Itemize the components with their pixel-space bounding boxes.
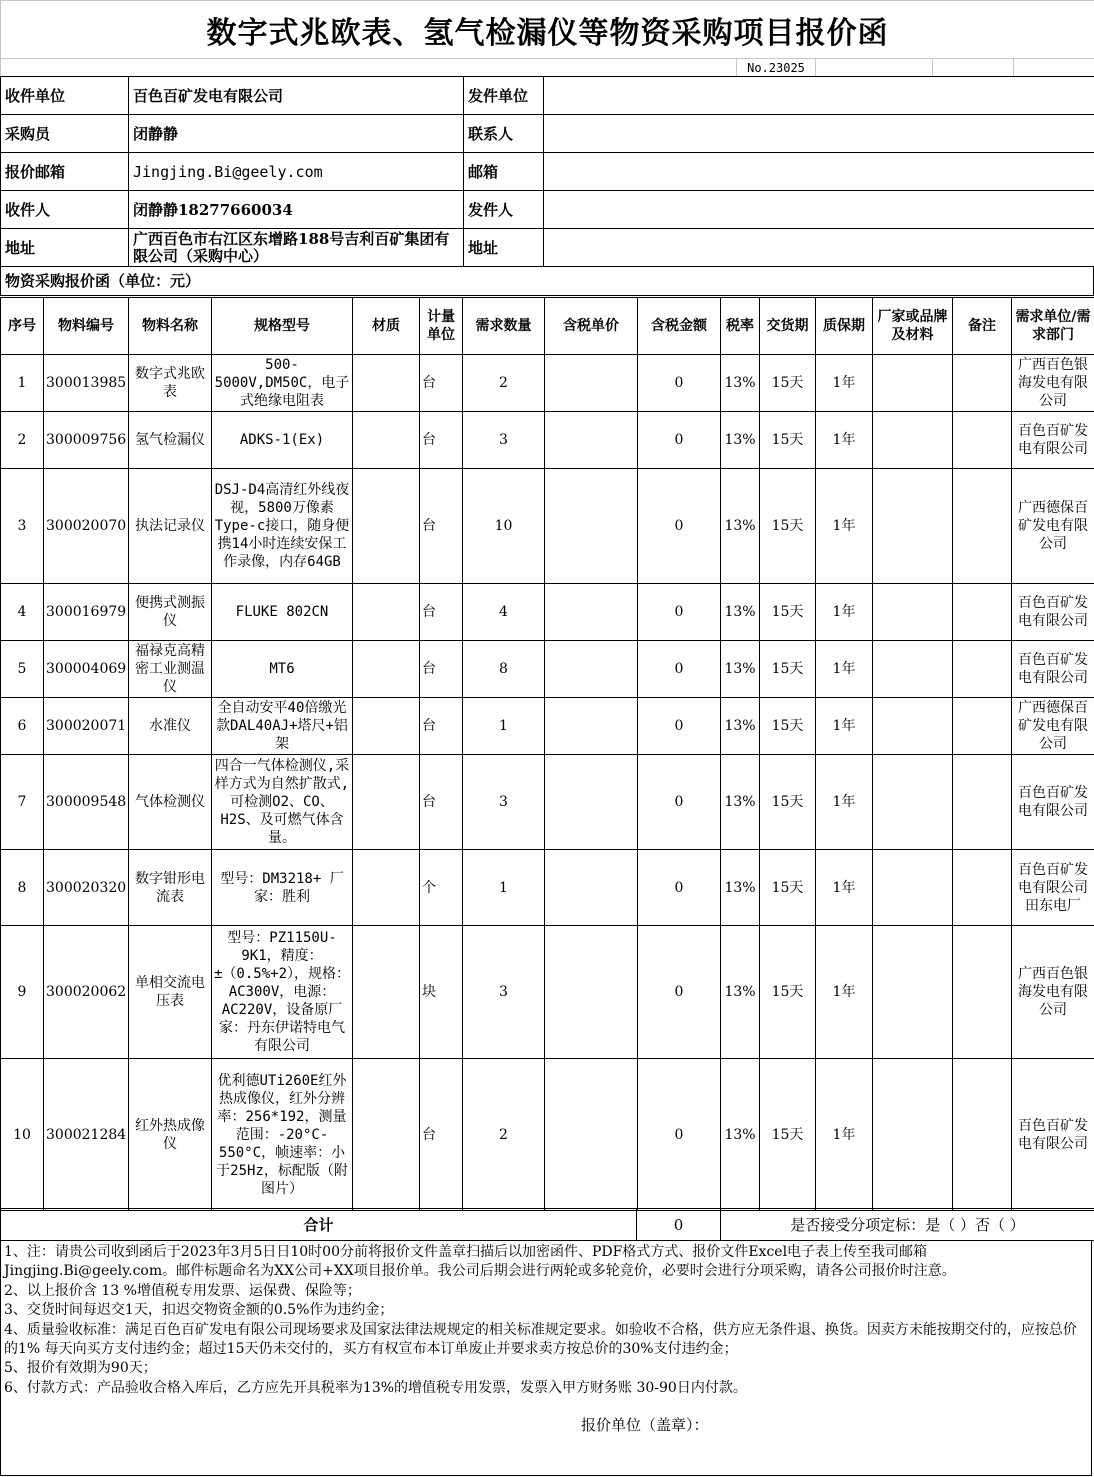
- row-dept: 百色百矿发电有限公司: [1012, 641, 1094, 698]
- row-spec: 型号：DM3218+ 厂家：胜利: [212, 850, 353, 926]
- row-warranty: 1年: [816, 698, 873, 755]
- row-name: 福禄克高精密工业测温仪: [129, 641, 212, 698]
- table-row: [1, 1059, 1094, 1211]
- row-code: 300013985: [44, 355, 129, 412]
- row-material[interactable]: [353, 1059, 420, 1211]
- row-dept: 广西百色银海发电有限公司: [1012, 926, 1094, 1059]
- row-tax: 13%: [721, 1059, 760, 1211]
- header-cell: 物料名称: [129, 298, 212, 355]
- row-dept: 百色百矿发电有限公司: [1012, 755, 1094, 850]
- row-brand[interactable]: [873, 1059, 953, 1211]
- header-cell: 交货期: [760, 298, 816, 355]
- email-label: 邮箱: [464, 153, 544, 191]
- row-price[interactable]: [545, 469, 638, 584]
- header-cell: 计量单位: [420, 298, 463, 355]
- row-unit: 台: [420, 584, 463, 641]
- doc-number: No.23025: [737, 59, 816, 77]
- row-warranty: 1年: [816, 755, 873, 850]
- row-qty: 3: [463, 926, 545, 1059]
- row-qty: 2: [463, 1059, 545, 1211]
- row-remark[interactable]: [953, 926, 1012, 1059]
- row-remark[interactable]: [953, 355, 1012, 412]
- table-row: [1, 469, 1094, 584]
- row-qty: 8: [463, 641, 545, 698]
- row-price[interactable]: [545, 412, 638, 469]
- row-delivery: 15天: [760, 698, 816, 755]
- header-cell: 质保期: [816, 298, 873, 355]
- row-amount: 0: [638, 412, 721, 469]
- buyer-value: 闭静静: [129, 115, 464, 153]
- notes-section: [0, 1240, 1092, 1476]
- row-dept: 百色百矿发电有限公司: [1012, 412, 1094, 469]
- header-cell: 备注: [953, 298, 1012, 355]
- row-code: 300020070: [44, 469, 129, 584]
- row-spec: MT6: [212, 641, 353, 698]
- header-cell: 材质: [353, 298, 420, 355]
- table-row: [1, 698, 1094, 755]
- row-tax: 13%: [721, 850, 760, 926]
- row-unit: 台: [420, 755, 463, 850]
- row-tax: 13%: [721, 926, 760, 1059]
- grid-cell: [1, 59, 737, 77]
- row-no: 8: [1, 850, 44, 926]
- address-label: 地址: [1, 229, 129, 267]
- header-cell: 序号: [1, 298, 44, 355]
- recipient-label: 收件人: [1, 191, 129, 229]
- row-tax: 13%: [721, 469, 760, 584]
- contact-value[interactable]: [544, 115, 1094, 153]
- row-tax: 13%: [721, 698, 760, 755]
- row-spec: 型号：PZ1150U-9K1，精度：±（0.5%+2），规格：AC300V，电源：AC220V，设备原厂家：丹东伊诺特电气有限公司: [212, 926, 353, 1059]
- row-material[interactable]: [353, 698, 420, 755]
- row-spec: 500-5000V,DM50C，电子式绝缘电阻表: [212, 355, 353, 412]
- total-label: 合计: [1, 1209, 637, 1241]
- row-warranty: 1年: [816, 412, 873, 469]
- row-amount: 0: [638, 850, 721, 926]
- split-award-option[interactable]: 是否接受分项定标：是（ ）否（ ）: [721, 1209, 1094, 1241]
- row-remark[interactable]: [953, 469, 1012, 584]
- row-spec: ADKS-1(Ex): [212, 412, 353, 469]
- send-unit-value[interactable]: [544, 77, 1094, 115]
- row-dept: 百色百矿发电有限公司: [1012, 584, 1094, 641]
- row-code: 300021284: [44, 1059, 129, 1211]
- row-amount: 0: [638, 755, 721, 850]
- row-name: 气体检测仪: [129, 755, 212, 850]
- note-item: 4、质量验收标准：满足百色百矿发电有限公司现场要求及国家法律法规规定的相关标准规定要求。如验收不合格，供方应无条件退、换货。因卖方未能按期交付的，应按总价的1% 每天向买方支付违约金；超过15天仍未交付的，买方有权宣布本订单废止并要求卖方按总价的30%支付违约金；: [4, 1321, 1077, 1358]
- note-item: 1、注：请贵公司收到函后于2023年3月5日日10时00分前将报价文件盖章扫描后以加密函件、PDF格式方式、报价文件Excel电子表上传至我司邮箱Jingjing.Bi@geely.com。邮件标题命名为XX公司+XX项目报价单。我公司后期会进行两轮或多轮竞价，必要时会进行分项采购，请各公司报价时注意。: [4, 1244, 956, 1280]
- row-delivery: 15天: [760, 584, 816, 641]
- row-code: 300016979: [44, 584, 129, 641]
- page-title: 数字式兆欧表、氢气检漏仪等物资采购项目报价函: [1, 1, 1094, 59]
- row-no: 1: [1, 355, 44, 412]
- grid-cell: [816, 59, 933, 77]
- row-brand[interactable]: [873, 355, 953, 412]
- email-value[interactable]: [544, 153, 1094, 191]
- table-row: [1, 850, 1094, 926]
- row-qty: 1: [463, 850, 545, 926]
- sender-value[interactable]: [544, 191, 1094, 229]
- row-name: 执法记录仪: [129, 469, 212, 584]
- table-row: [1, 755, 1094, 850]
- row-tax: 13%: [721, 641, 760, 698]
- row-price[interactable]: [545, 355, 638, 412]
- row-warranty: 1年: [816, 355, 873, 412]
- row-amount: 0: [638, 641, 721, 698]
- row-delivery: 15天: [760, 641, 816, 698]
- header-cell: 税率: [721, 298, 760, 355]
- row-unit: 台: [420, 469, 463, 584]
- sender-label: 发件人: [464, 191, 544, 229]
- row-remark[interactable]: [953, 698, 1012, 755]
- items-table: [0, 297, 1094, 1211]
- recv-unit-value: 百色百矿发电有限公司: [129, 77, 464, 115]
- row-name: 数字式兆欧表: [129, 355, 212, 412]
- row-warranty: 1年: [816, 850, 873, 926]
- row-qty: 1: [463, 698, 545, 755]
- row-dept: 百色百矿发电有限公司: [1012, 1059, 1094, 1211]
- row-price[interactable]: [545, 698, 638, 755]
- title-table: [0, 0, 1094, 77]
- row-unit: 台: [420, 698, 463, 755]
- row-material[interactable]: [353, 926, 420, 1059]
- row-delivery: 15天: [760, 926, 816, 1059]
- contact-label: 联系人: [464, 115, 544, 153]
- note-item: 3、交货时间每迟交1天，扣迟交物资金额的0.5%作为违约金；: [4, 1302, 394, 1319]
- row-unit: 块: [420, 926, 463, 1059]
- row-name: 数字钳形电流表: [129, 850, 212, 926]
- row-warranty: 1年: [816, 641, 873, 698]
- row-unit: 台: [420, 412, 463, 469]
- row-unit: 台: [420, 1059, 463, 1211]
- row-amount: 0: [638, 926, 721, 1059]
- grid-cell: [1014, 59, 1094, 77]
- stamp-label: 报价单位（盖章）：: [581, 1416, 709, 1435]
- row-warranty: 1年: [816, 469, 873, 584]
- row-tax: 13%: [721, 412, 760, 469]
- table-row: [1, 412, 1094, 469]
- row-tax: 13%: [721, 584, 760, 641]
- row-qty: 3: [463, 755, 545, 850]
- table-row: [1, 584, 1094, 641]
- row-delivery: 15天: [760, 355, 816, 412]
- row-name: 单相交流电压表: [129, 926, 212, 1059]
- row-warranty: 1年: [816, 926, 873, 1059]
- row-qty: 10: [463, 469, 545, 584]
- row-amount: 0: [638, 469, 721, 584]
- row-delivery: 15天: [760, 1059, 816, 1211]
- header-cell: 含税金额: [638, 298, 721, 355]
- row-amount: 0: [638, 355, 721, 412]
- row-brand[interactable]: [873, 755, 953, 850]
- buyer-label: 采购员: [1, 115, 129, 153]
- row-price[interactable]: [545, 850, 638, 926]
- row-name: 水准仪: [129, 698, 212, 755]
- row-no: 4: [1, 584, 44, 641]
- row-unit: 台: [420, 355, 463, 412]
- row-spec: FLUKE 802CN: [212, 584, 353, 641]
- recv-unit-label: 收件单位: [1, 77, 129, 115]
- row-brand[interactable]: [873, 926, 953, 1059]
- row-no: 10: [1, 1059, 44, 1211]
- row-no: 3: [1, 469, 44, 584]
- table-row: [1, 355, 1094, 412]
- row-material[interactable]: [353, 850, 420, 926]
- row-spec: 优利德UTi260E红外热成像仪，红外分辨率：256*192，测量范围：-20°C-550°C，帧速率：小于25Hz，标配版（附图片）: [212, 1059, 353, 1211]
- note-item: 6、付款方式：产品验收合格入库后，乙方应先开具税率为13%的增值税专用发票，发票入甲方财务账 30-90日内付款。: [4, 1379, 747, 1396]
- info-table: [0, 76, 1094, 267]
- row-remark[interactable]: [953, 755, 1012, 850]
- quote-email-value: Jingjing.Bi@geely.com: [129, 153, 464, 191]
- row-material[interactable]: [353, 469, 420, 584]
- recipient-value: 闭静静18277660034: [129, 191, 464, 229]
- row-name: 便携式测振仪: [129, 584, 212, 641]
- row-remark[interactable]: [953, 412, 1012, 469]
- grid-cell: [933, 59, 1014, 77]
- row-dept: 广西德保百矿发电有限公司: [1012, 698, 1094, 755]
- row-qty: 2: [463, 355, 545, 412]
- row-material[interactable]: [353, 584, 420, 641]
- row-brand[interactable]: [873, 584, 953, 641]
- total-table: [0, 1208, 1094, 1241]
- row-name: 氢气检漏仪: [129, 412, 212, 469]
- address2-value[interactable]: [544, 229, 1094, 267]
- row-code: 300009756: [44, 412, 129, 469]
- row-delivery: 15天: [760, 412, 816, 469]
- row-name: 红外热成像仪: [129, 1059, 212, 1211]
- row-brand[interactable]: [873, 850, 953, 926]
- row-price[interactable]: [545, 584, 638, 641]
- header-cell: 需求单位/需求部门: [1012, 298, 1094, 355]
- section-table: [0, 266, 1094, 296]
- row-dept: 广西百色银海发电有限公司: [1012, 355, 1094, 412]
- row-delivery: 15天: [760, 755, 816, 850]
- row-amount: 0: [638, 1059, 721, 1211]
- row-unit: 台: [420, 641, 463, 698]
- row-tax: 13%: [721, 355, 760, 412]
- row-material[interactable]: [353, 755, 420, 850]
- row-dept: 百色百矿发电有限公司田东电厂: [1012, 850, 1094, 926]
- row-price[interactable]: [545, 755, 638, 850]
- row-material[interactable]: [353, 412, 420, 469]
- table-row: [1, 641, 1094, 698]
- row-spec: 全自动安平40倍缴光款DAL40AJ+塔尺+铝架: [212, 698, 353, 755]
- header-cell: 规格型号: [212, 298, 353, 355]
- total-value: 0: [637, 1209, 721, 1241]
- row-qty: 3: [463, 412, 545, 469]
- table-row: [1, 926, 1094, 1059]
- row-no: 9: [1, 926, 44, 1059]
- row-amount: 0: [638, 584, 721, 641]
- row-spec: DSJ-D4高清红外线夜视，5800万像素Type-c接口，随身便携14小时连续安保工作录像，内存64GB: [212, 469, 353, 584]
- send-unit-label: 发件单位: [464, 77, 544, 115]
- row-code: 300009548: [44, 755, 129, 850]
- row-remark[interactable]: [953, 584, 1012, 641]
- header-cell: 需求数量: [463, 298, 545, 355]
- row-delivery: 15天: [760, 850, 816, 926]
- address2-label: 地址: [464, 229, 544, 267]
- row-warranty: 1年: [816, 584, 873, 641]
- row-price[interactable]: [545, 641, 638, 698]
- row-no: 7: [1, 755, 44, 850]
- note-item: 2、以上报价含 13 %增值税专用发票、运保费、保险等；: [4, 1282, 361, 1299]
- row-delivery: 15天: [760, 469, 816, 584]
- row-material[interactable]: [353, 355, 420, 412]
- row-dept: 广西德保百矿发电有限公司: [1012, 469, 1094, 584]
- row-warranty: 1年: [816, 1059, 873, 1211]
- row-no: 5: [1, 641, 44, 698]
- row-brand[interactable]: [873, 641, 953, 698]
- header-cell: 厂家或品牌及材料: [873, 298, 953, 355]
- row-code: 300020320: [44, 850, 129, 926]
- section-title: 物资采购报价函（单位：元）: [1, 266, 1094, 296]
- row-brand[interactable]: [873, 469, 953, 584]
- note-item: 5、报价有效期为90天；: [4, 1360, 157, 1377]
- row-tax: 13%: [721, 755, 760, 850]
- row-qty: 4: [463, 584, 545, 641]
- row-spec: 四合一气体检测仪,采样方式为自然扩散式,可检测O2、CO、H2S、及可燃气体含量。: [212, 755, 353, 850]
- quote-email-label: 报价邮箱: [1, 153, 129, 191]
- header-cell: 物料编号: [44, 298, 129, 355]
- row-amount: 0: [638, 698, 721, 755]
- row-no: 6: [1, 698, 44, 755]
- row-code: 300004069: [44, 641, 129, 698]
- row-remark[interactable]: [953, 850, 1012, 926]
- header-cell: 含税单价: [545, 298, 638, 355]
- row-code: 300020071: [44, 698, 129, 755]
- row-price[interactable]: [545, 926, 638, 1059]
- row-remark[interactable]: [953, 1059, 1012, 1211]
- row-price[interactable]: [545, 1059, 638, 1211]
- row-remark[interactable]: [953, 641, 1012, 698]
- row-material[interactable]: [353, 641, 420, 698]
- row-unit: 个: [420, 850, 463, 926]
- row-no: 2: [1, 412, 44, 469]
- row-brand[interactable]: [873, 412, 953, 469]
- row-brand[interactable]: [873, 698, 953, 755]
- address-value: 广西百色市右江区东增路188号吉利百矿集团有限公司（采购中心）: [129, 229, 464, 267]
- row-code: 300020062: [44, 926, 129, 1059]
